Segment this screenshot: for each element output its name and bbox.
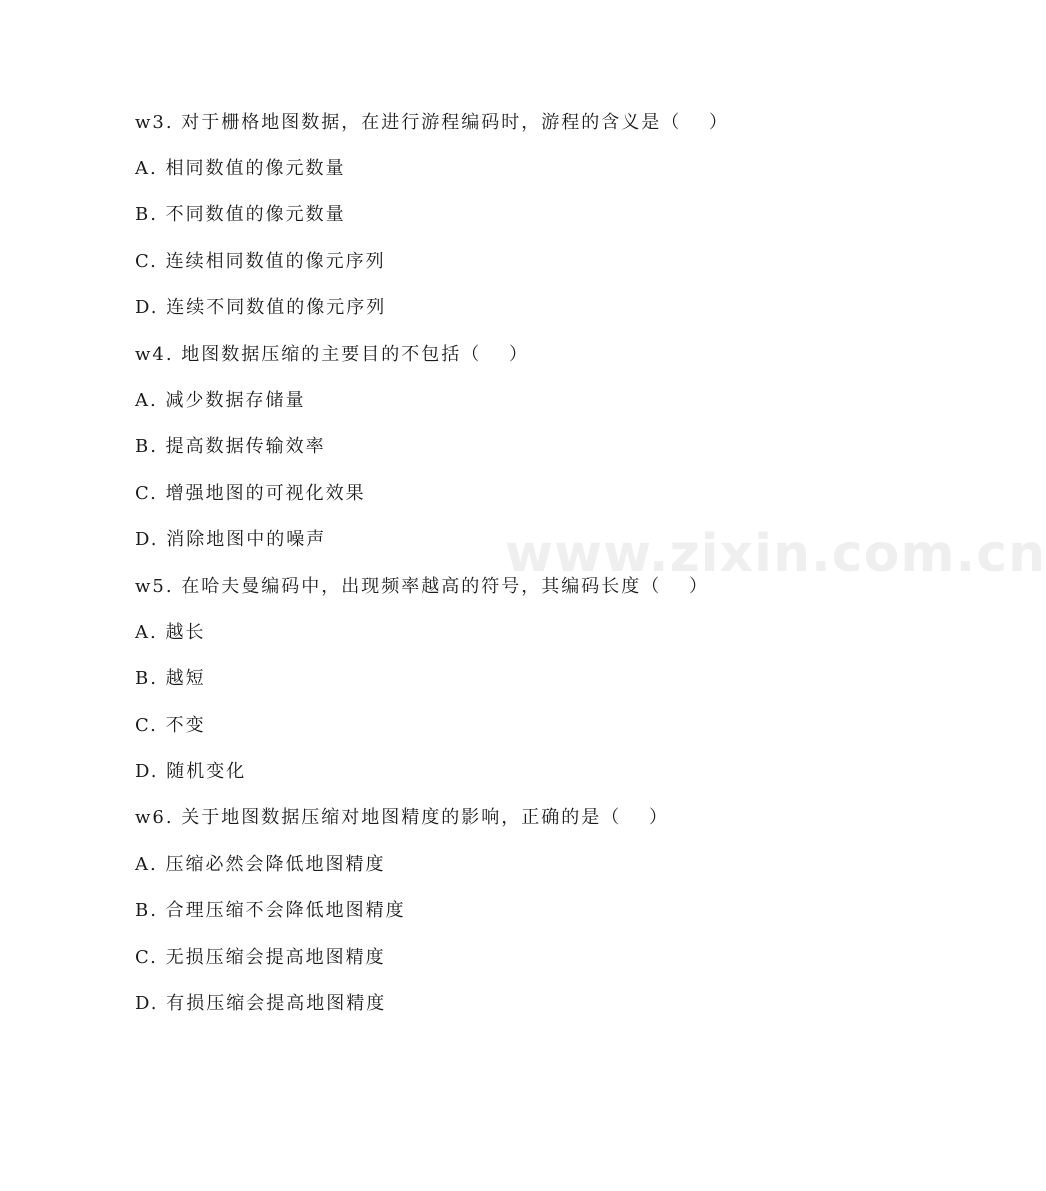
- answer-option: C. 不变: [135, 715, 206, 736]
- answer-option: D. 有损压缩会提高地图精度: [135, 993, 387, 1014]
- answer-option: B. 提高数据传输效率: [135, 436, 326, 457]
- answer-option: A. 压缩必然会降低地图精度: [135, 854, 386, 875]
- answer-option: C. 连续相同数值的像元序列: [135, 251, 386, 272]
- answer-option: B. 越短: [135, 668, 206, 689]
- answer-option: A. 减少数据存储量: [135, 390, 306, 411]
- answer-option: D. 消除地图中的噪声: [135, 529, 327, 550]
- answer-option: D. 随机变化: [135, 761, 247, 782]
- answer-option: A. 越长: [135, 622, 206, 643]
- answer-option: C. 无损压缩会提高地图精度: [135, 947, 386, 968]
- question-stem: w6. 关于地图数据压缩对地图精度的影响，正确的是（ ）: [135, 807, 670, 828]
- answer-option: B. 合理压缩不会降低地图精度: [135, 900, 406, 921]
- question-stem: w4. 地图数据压缩的主要目的不包括（ ）: [135, 344, 530, 365]
- question-stem: w3. 对于栅格地图数据，在进行游程编码时，游程的含义是（ ）: [135, 112, 730, 133]
- answer-option: A. 相同数值的像元数量: [135, 158, 346, 179]
- answer-option: C. 增强地图的可视化效果: [135, 483, 366, 504]
- answer-option: B. 不同数值的像元数量: [135, 204, 346, 225]
- watermark-text: www.zixin.com.cn: [505, 524, 1046, 584]
- answer-option: D. 连续不同数值的像元序列: [135, 297, 387, 318]
- question-stem: w5. 在哈夫曼编码中，出现频率越高的符号，其编码长度（ ）: [135, 576, 710, 597]
